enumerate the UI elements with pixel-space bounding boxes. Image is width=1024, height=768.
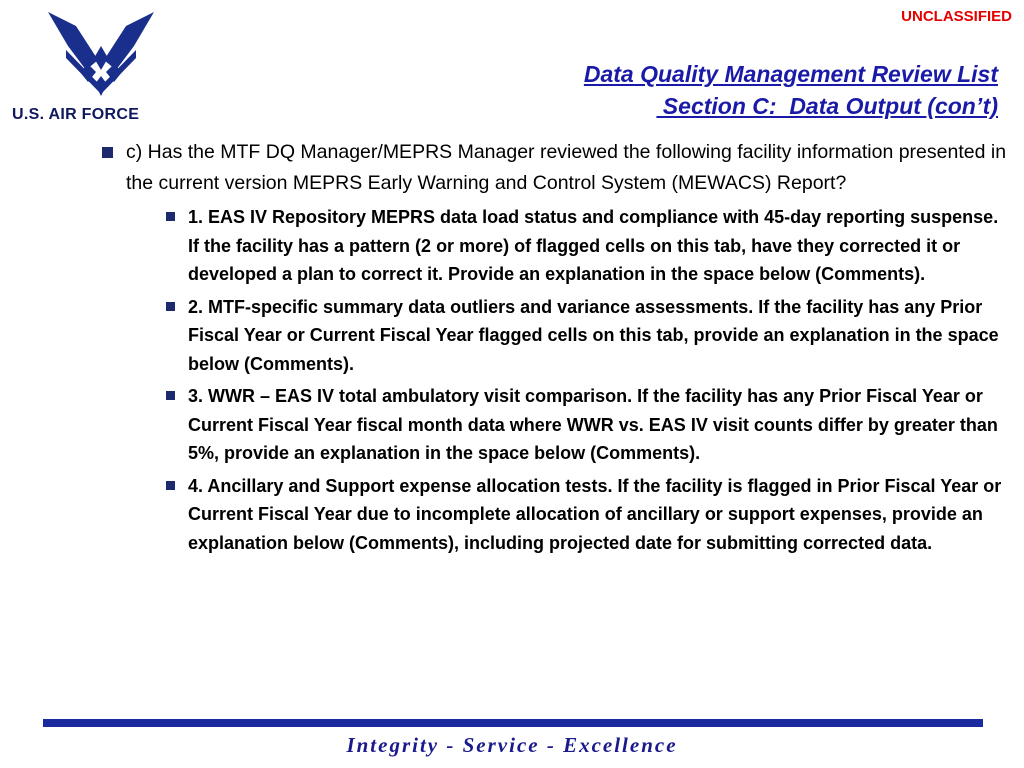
square-bullet-icon (166, 481, 175, 490)
question-bullet (102, 137, 1007, 199)
footer-motto: Integrity - Service - Excellence (346, 733, 678, 757)
classification-label: UNCLASSIFIED (901, 8, 1012, 25)
air-force-logo (8, 6, 176, 124)
footer-divider (43, 719, 983, 727)
list-item (165, 472, 1007, 558)
list-item (165, 203, 1007, 289)
slide-content (102, 137, 1007, 557)
list-item (165, 382, 1007, 468)
title-line-1: Data Quality Management Review List (583, 61, 998, 87)
square-bullet-icon (166, 212, 175, 221)
question-text: c) Has the MTF DQ Manager/MEPRS Manager reviewed the following facility information presented in the current version MEPRS Early Warning and Control System (MEWACS) Report? (126, 141, 1007, 194)
square-bullet-icon (102, 147, 113, 158)
logo-text: U.S. AIR FORCE (12, 106, 140, 123)
square-bullet-icon (166, 302, 175, 311)
square-bullet-icon (166, 391, 175, 400)
item-text: 2. MTF-specific summary data outliers and variance assessments. If the facility has any Prior Fiscal Year or Current Fiscal Year flagged cells on this tab, provide an explanation in the space below (Comments). (188, 296, 999, 374)
air-force-wings-icon (46, 6, 156, 98)
item-text: 4. Ancillary and Support expense allocation tests. If the facility is flagged in Prior Fiscal Year or Current Fiscal Year due to incomplete allocation of ancillary or support expenses, provide an explanation below (Comments), including projected date for submitting corrected data. (188, 475, 1002, 553)
item-text: 3. WWR – EAS IV total ambulatory visit comparison. If the facility has any Prior Fiscal Year or Current Fiscal Year fiscal month data where WWR vs. EAS IV visit counts differ by greater than 5%, provide an explanation in the space below (Comments). (188, 386, 998, 463)
item-text: 1. EAS IV Repository MEPRS data load status and compliance with 45-day reporting suspense. If the facility has a pattern (2 or more) of flagged cells on this tab, have they corrected it or developed a plan to correct it. Provide an explanation in the space below (Comments). (188, 207, 999, 284)
title-line-2: Section C: Data Output (con’t) (656, 93, 998, 119)
slide-title (584, 58, 998, 122)
list-item (165, 293, 1007, 379)
